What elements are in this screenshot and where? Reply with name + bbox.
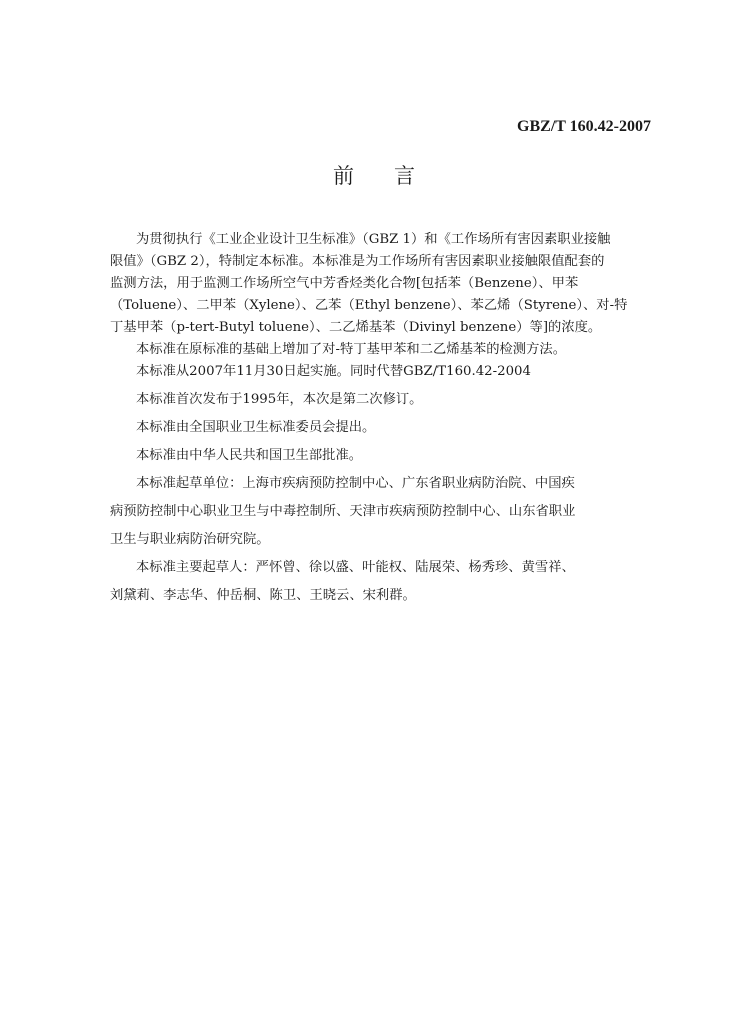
foreword-body	[110, 229, 652, 607]
text-line: 本标准由全国职业卫生标准委员会提出。	[136, 420, 376, 435]
text-line: 卫生与职业病防治研究院。	[110, 532, 270, 547]
text-line: 本标准主要起草人：严怀曾、徐以盛、叶能权、陆展荣、杨秀珍、黄雪祥、	[136, 560, 575, 575]
text-line: 本标准在原标准的基础上增加了对-特丁基甲苯和二乙烯基苯的检测方法。	[136, 342, 566, 357]
text-line: 丁基甲苯（p-tert-Butyl toluene）、二乙烯基苯（Divinyl benzene）等]的浓度。	[110, 320, 602, 335]
paragraph-revision-history	[110, 389, 652, 411]
text-line: 监测方法，用于监测工作场所空气中芳香烃类化合物[包括苯（Benzene）、甲苯	[110, 276, 579, 291]
paragraph-effective-date	[110, 361, 652, 383]
paragraph-approver	[110, 445, 652, 467]
text-line: 本标准由中华人民共和国卫生部批准。	[136, 448, 363, 463]
text-line: 本标准从2007年11月30日起实施。同时代替GBZ/T160.42-2004	[136, 364, 531, 379]
text-line: 病预防控制中心职业卫生与中毒控制所、天津市疾病预防控制中心、山东省职业	[110, 504, 576, 519]
paragraph-drafting-units	[110, 473, 652, 551]
paragraph-proposer	[110, 417, 652, 439]
paragraph-additions	[110, 339, 652, 361]
standard-code: GBZ/T 160.42-2007	[517, 118, 651, 135]
paragraph-drafters	[110, 557, 652, 607]
text-line: 刘黛莉、李志华、仲岳桐、陈卫、王晓云、宋利群。	[110, 588, 416, 603]
text-line: 本标准首次发布于1995年，本次是第二次修订。	[136, 392, 423, 407]
text-line: 限值》（GBZ 2），特制定本标准。本标准是为工作场所有害因素职业接触限值配套的	[110, 254, 605, 269]
text-line: 本标准起草单位：上海市疾病预防控制中心、广东省职业病防治院、中国疾	[136, 476, 575, 491]
paragraph-purpose	[110, 229, 652, 339]
text-line: 为贯彻执行《工业企业设计卫生标准》（GBZ 1）和《工作场所有害因素职业接触	[136, 232, 611, 247]
text-line: （Toluene）、二甲苯（Xylene）、乙苯（Ethyl benzene）、苯乙烯（Styrene）、对-特	[110, 298, 628, 313]
page-title: 前言	[333, 164, 455, 188]
